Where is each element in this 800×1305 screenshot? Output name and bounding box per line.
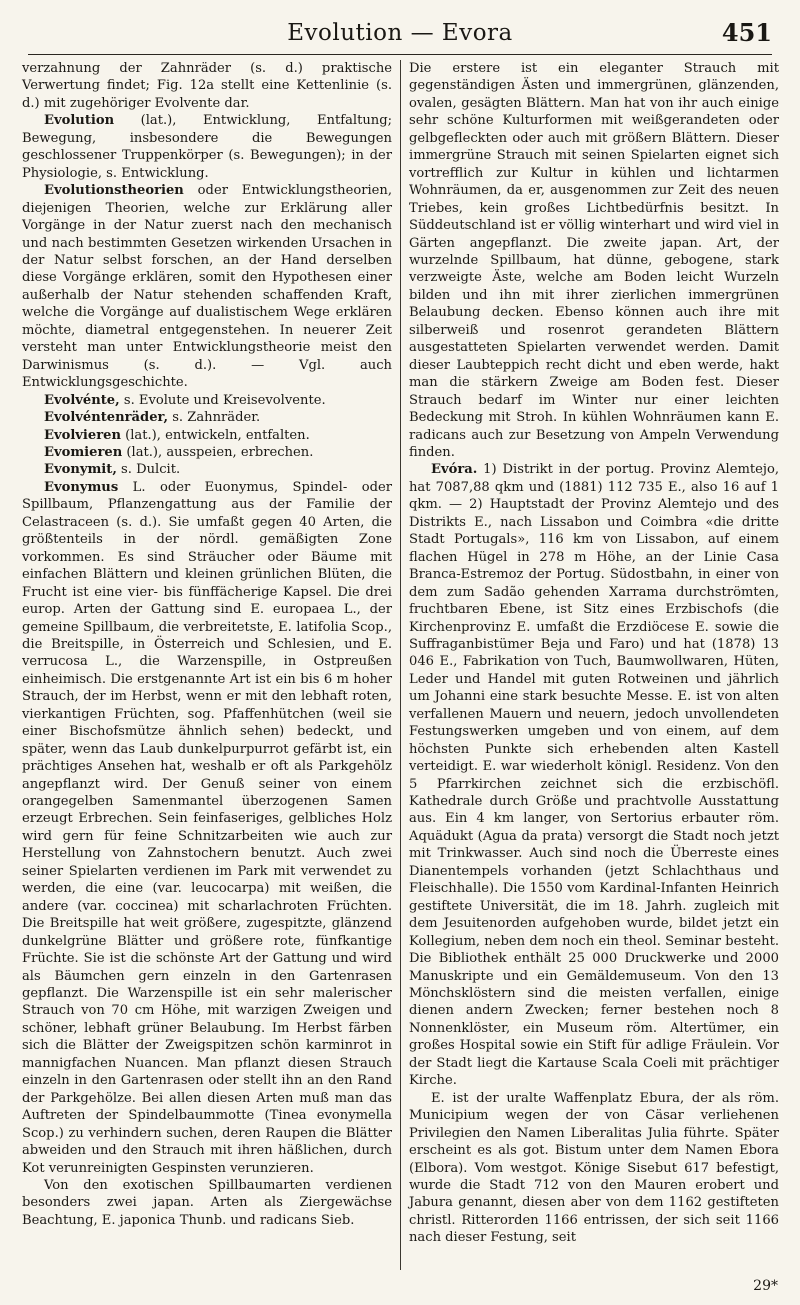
dictionary-entry <box>409 461 779 1089</box>
entry-text: s. Zahnräder. <box>168 410 261 426</box>
entry-text: Die erstere ist ein eleganter Strauch mit gegenständigen Ästen und immergrünen, glänzenden, ovalen, gesägten Blättern. Man hat von ihr auch einige sehr schöne Kulturformen mit weißgerandeten oder gelbgefleckten oder auch mit größern Blättern. Dieser immergrüne Strauch mit seinen Spielarten eignet sich vortrefflich zur Kultur in kühlen und lichtarmen Wohnräumen, da er, ausgenommen zur Zeit des neuen Triebes, kein großes Lichtbedürfnis besitzt. In Süddeutschland ist er völlig winterhart und wird viel in Gärten angepflanzt. Die zweite japan. Art, der wurzelnde Spillbaum, hat dünne, gebogene, stark verzweigte Äste, welche am Boden leicht Wurzeln bilden und ihn mit ihrer zierlichen immergrünen Belaubung decken. Ebenso können auch ihre mit silberweiß und rosenrot gerandeten Blättern ausgestatteten Spielarten verwendet werden. Damit dieser Laubteppich recht dicht und eben werde, hakt man die stärkern Zweige am Boden fest. Dieser Strauch bedarf im Winter nur einer leichten Bedeckung mit Stroh. In kühlen Wohnräumen kann E. radicans auch zur Besetzung von Ampeln Verwendung finden. <box>409 61 779 460</box>
entry-text: verzahnung der Zahnräder (s. d.) praktische Verwertung findet; Fig. 12a stellt eine Kettenlinie (s. d.) mit zugehöriger Evolvente dar. <box>22 61 392 111</box>
entry-headword: Evolution <box>44 113 115 129</box>
entry-headword: Evonymit, <box>44 462 117 478</box>
entry-headword: Evolvéntenräder, <box>44 410 169 426</box>
dictionary-entry <box>22 409 392 426</box>
entry-text: L. oder Euonymus, Spindel- oder Spillbaum, Pflanzengattung aus der Familie der Celastraceen (s. d.). Sie umfaßt gegen 40 Arten, die größtenteils in der nördl. gemäßigten Zone vorkommen. Es sind Sträucher oder Bäume mit einfachen Blättern und kleinen grünlichen Blüten, die Frucht ist eine vier- bis fünffächerige Kapsel. Die drei europ. Arten der Gattung sind E. europaea L., der gemeine Spillbaum, die verbreitetste, E. latifolia Scop., die Breitspille, in Österreich und Schlesien, und E. verrucosa L., die Warzenspille, in Ostpreußen einheimisch. Die erstgenannte Art ist ein bis 6 m hoher Strauch, der im Herbst, wenn er mit den lebhaft roten, vierkantigen Früchten, sog. Pfaffenhütchen (weil sie einer Bischofsmütze ähnlich sehen) bedeckt, und später, wenn das Laub dunkelpurpurrot gefärbt ist, ein prächtiges Ansehen hat, weshalb er oft als Parkgehölz angepflanzt wird. Der Genuß seiner von einem orangegelben Samenmantel überzogenen Samen erzeugt Erbrechen. Sein feinfaseriges, gelbliches Holz wird gern für feine Schnitzarbeiten wie auch zur Herstellung von Zahnstochern benutzt. Auch zwei seiner Spielarten verdienen im Park mit verwendet zu werden, die eine (var. leucocarpa) mit weißen, die andere (var. coccinea) mit scharlachroten Früchten. Die Breitspille hat weit größere, zugespitzte, glänzend dunkelgrüne Blätter und größere rote, fünfkantige Früchte. Sie ist die schönste Art der Gattung und wird als Bäumchen gern einzeln in den Gartenrasen gepflanzt. Die Warzenspille ist ein sehr malerischer Strauch von 70 cm Höhe, mit warzigen Zweigen und schöner, lebhaft grüner Belaubung. Im Herbst färben sich die Blätter der Zweigspitzen schön karminrot in mannigfachen Nuancen. Man pflanzt diesen Strauch einzeln in den Gartenrasen oder stellt ihn an den Rand der Parkgehölze. Bei allen diesen Arten muß man das Auftreten der Spindelbaummotte (Tinea evonymella Scop.) zu verhindern suchen, deren Raupen die Blätter abweiden und den Strauch mit ihren häßlichen, durch Kot verunreinigten Gespinsten verunzieren. <box>22 479 392 1176</box>
entry-paragraph <box>22 1177 392 1229</box>
entry-paragraph <box>22 60 392 112</box>
entry-headword: Evóra. <box>431 462 478 478</box>
dictionary-entry <box>22 112 392 182</box>
running-title: Evolution — Evora <box>287 20 513 46</box>
right-column <box>409 60 779 1247</box>
dictionary-entry <box>22 461 392 478</box>
entry-text: E. ist der uralte Waffenplatz Ebura, der als röm. Municipium wegen der von Cäsar verliehenen Privilegien den Namen Liberalitas Julia führte. Später erscheint es als got. Bistum unter dem Namen Ebora (Elbora). Vom westgot. Könige Sisebut 617 befestigt, wurde die Stadt 712 von den Mauren erobert und Jabura genannt, diesen aber von dem 1162 gestifteten christl. Ritterorden 1166 entrissen, der sich seit 1166 nach dieser Festung, seit <box>409 1090 779 1246</box>
dictionary-entry <box>22 182 392 391</box>
entry-text: Von den exotischen Spillbaumarten verdienen besonders zwei japan. Arten als Ziergewächse Beachtung, E. japonica Thunb. und radicans Sieb. <box>22 1178 392 1228</box>
entry-text: (lat.), ausspeien, erbrechen. <box>122 444 314 460</box>
dictionary-entry <box>22 479 392 1177</box>
entry-text: (lat.), entwickeln, entfalten. <box>120 427 310 443</box>
entry-text: oder Entwicklungstheorien, diejenigen Theorien, welche zur Erklärung aller Vorgänge in der Natur zuerst nach den mechanisch und nach bestimmten Gesetzen wirkenden Ursachen in der Natur selbst forschen, an der Hand derselben diese Vorgänge erklären, somit den Hypothesen einer außerhalb der Natur stehenden schaffenden Kraft, welche die Vorgänge auf dualistischem Wege erklären möchte, diametral entgegenstehen. In neuerer Zeit versteht man unter Entwicklungstheorie meist den Darwinismus (s. d.). — Vgl. auch Entwicklungsgeschichte. <box>22 183 392 391</box>
entry-text: 1) Distrikt in der portug. Provinz Alemtejo, hat 7087,88 qkm und (1881) 112 735 E., also 16 auf 1 qkm. — 2) Hauptstadt der Provinz Alemtejo und des Distrikts E., nach Lissabon und Coimbra «die dritte Stadt Portugals», 116 km von Lissabon, auf einem flachen Hügel in 278 m Höhe, an der Linie Casa Branca-Estremoz der Portug. Südostbahn, in einer von dem zum Sadão gehenden Xarrama durchströmten, fruchtbaren Ebene, ist Sitz eines Erzbischofs (die Kirchenprovinz E. umfaßt die Erzdiöcese E. sowie die Suffraganbistümer Beja und Faro) und hat (1878) 13 046 E., Fabrikation von Tuch, Baumwollwaren, Hüten, Leder und Handel mit guten Rotweinen und jährlich um Johanni eine stark besuchte Messe. E. ist von alten verfallenen Mauern und neuern, jedoch unvollendeten Festungswerken umgeben und von einem, auf dem höchsten Punkte sich erhebenden alten Kastell verteidigt. E. war wiederholt königl. Residenz. Von den 5 Pfarrkirchen zeichnet sich die erzbischöfl. Kathedrale durch Größe und prachtvolle Ausstattung aus. Ein 4 km langer, von Sertorius erbauter röm. Aquädukt (Agua da prata) versorgt die Stadt noch jetzt mit Trinkwasser. Auch sind noch die Überreste eines Dianentempels vorhanden (jetzt Schlachthaus und Fleischhalle). Die 1550 vom Kardinal-Infanten Heinrich gestiftete Universität, die im 18. Jahrh. zugleich mit dem Jesuitenorden aufgehoben wurde, bildet jetzt ein Kollegium, neben dem noch ein theol. Seminar besteht. Die Bibliothek enthält 25 000 Druckwerke und 2000 Manuskripte und ein Gemäldemuseum. Von den 13 Mönchsklöstern sind die meisten verfallen, einige dienen andern Zwecken; ferner bestehen noch 8 Nonnenklöster, ein Museum röm. Altertümer, ein großes Hospital sowie ein Stift für adlige Fräulein. Vor der Stadt liegt die Kartause Scala Coeli mit prächtiger Kirche. <box>409 462 779 1089</box>
page-header <box>28 14 772 55</box>
entry-headword: Evonymus <box>44 479 119 495</box>
dictionary-entry <box>22 444 392 461</box>
entry-text: s. Dulcit. <box>116 462 181 478</box>
entry-paragraph <box>409 1090 779 1247</box>
signature-mark: 29* <box>753 1278 778 1294</box>
entry-headword: Evolvieren <box>44 427 121 443</box>
dictionary-entry <box>22 427 392 444</box>
page-number: 451 <box>721 18 772 47</box>
entry-text: (lat.), Entwicklung, Entfaltung; Bewegung, insbesondere die Bewegungen geschlossener Truppenkörper (s. Bewegungen); in der Physiologie, s. Entwicklung. <box>22 113 392 181</box>
column-divider <box>400 60 401 1270</box>
entry-headword: Evolvénte, <box>44 392 120 408</box>
entry-text: s. Evolute und Kreisevolvente. <box>119 392 326 408</box>
entry-paragraph <box>409 60 779 461</box>
dictionary-entry <box>22 392 392 409</box>
left-column <box>22 60 392 1229</box>
entry-headword: Evomieren <box>44 444 123 460</box>
entry-headword: Evolutionstheorien <box>44 183 184 199</box>
